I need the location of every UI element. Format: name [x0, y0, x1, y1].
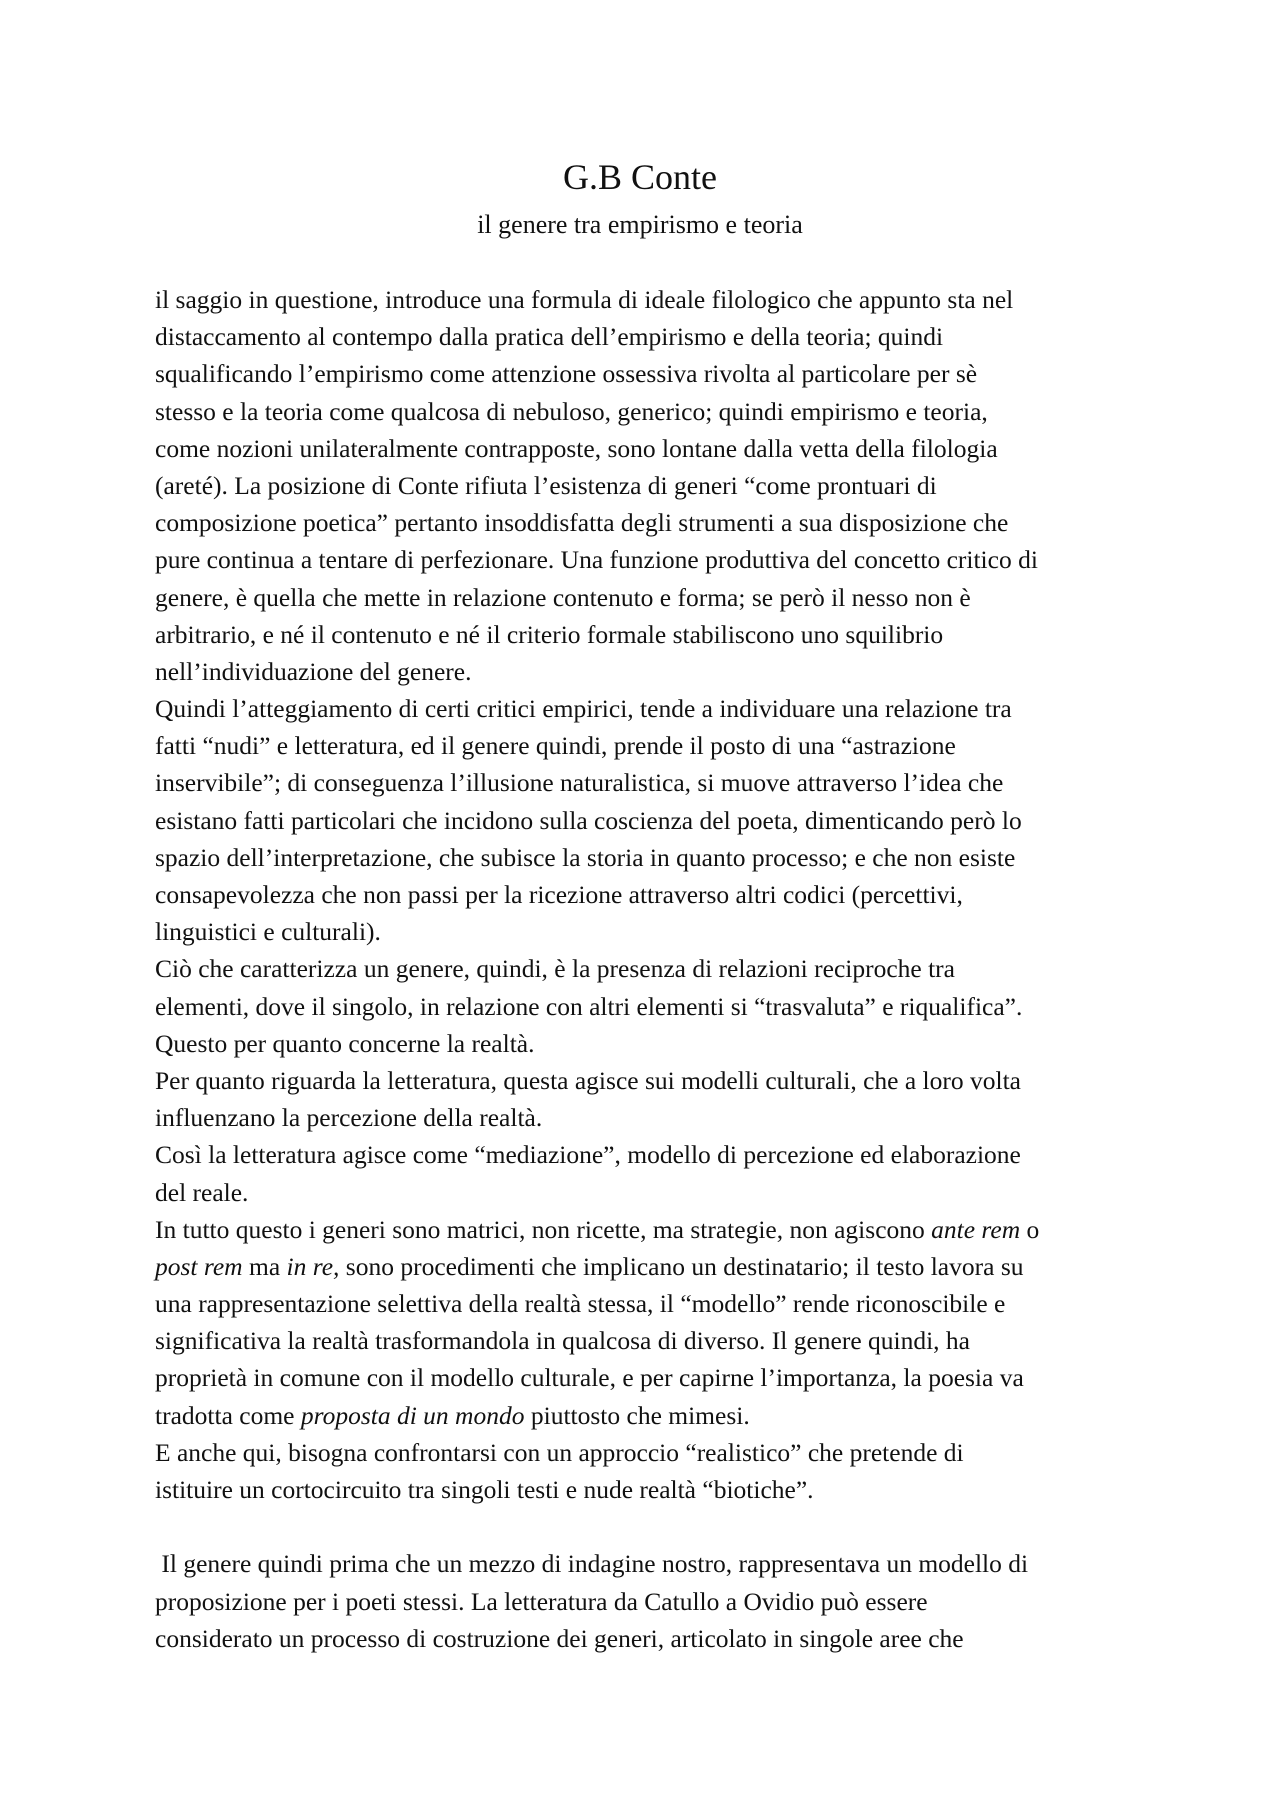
- text-line: elementi, dove il singolo, in relazione con altri elementi si “trasvaluta” e riqualifica”.: [155, 991, 1023, 1021]
- text-line: esistano fatti particolari che incidono sulla coscienza del poeta, dimenticando però lo: [155, 805, 1022, 835]
- text-line: una rappresentazione selettiva della realtà stessa, il “modello” rende riconoscibile e: [155, 1289, 1006, 1319]
- text-line: Per quanto riguarda la letteratura, questa agisce sui modelli culturali, che a loro volta: [155, 1065, 1021, 1095]
- text-segment: ma: [242, 1251, 287, 1281]
- text-line: considerato un processo di costruzione dei generi, articolato in singole aree che: [155, 1623, 964, 1653]
- text-segment: In tutto questo i generi sono matrici, non ricette, ma strategie, non agiscono: [155, 1214, 932, 1244]
- text-line: genere, è quella che mette in relazione contenuto e forma; se però il nesso non è: [155, 582, 971, 612]
- italic-term: ante rem: [931, 1214, 1021, 1244]
- italic-term: proposta di un mondo: [300, 1400, 525, 1430]
- text-line: proprietà in comune con il modello culturale, e per capirne l’importanza, la poesia va: [155, 1363, 1024, 1393]
- text-segment: tradotta come: [155, 1400, 301, 1430]
- text-line: inservibile”; di conseguenza l’illusione naturalistica, si muove attraverso l’idea che: [155, 768, 1004, 798]
- text-line: come nozioni unilateralmente contrapposte, sono lontane dalla vetta della filologia: [155, 433, 998, 463]
- text-line: nell’individuazione del genere.: [155, 656, 472, 686]
- text-line: Questo per quanto concerne la realtà.: [155, 1028, 535, 1058]
- text-line: (areté). La posizione di Conte rifiuta l’esistenza di generi “come prontuari di: [155, 470, 937, 500]
- italic-term: in re,: [286, 1251, 340, 1281]
- text-line: [155, 1397, 1155, 1434]
- text-line: proposizione per i poeti stessi. La letteratura da Catullo a Ovidio può essere: [155, 1586, 928, 1616]
- text-line: influenzano la percezione della realtà.: [155, 1103, 543, 1133]
- document-body: [155, 281, 1155, 1657]
- text-line: distaccamento al contempo dalla pratica dell’empirismo e della teoria; quindi: [155, 322, 944, 352]
- text-line: arbitrario, e né il contenuto e né il criterio formale stabiliscono uno squilibrio: [155, 619, 944, 649]
- text-line: fatti “nudi” e letteratura, ed il genere quindi, prende il posto di una “astrazione: [155, 731, 956, 761]
- text-line: Ciò che caratterizza un genere, quindi, è la presenza di relazioni reciproche tra: [155, 954, 955, 984]
- text-line: composizione poetica” pertanto insoddisfatta degli strumenti a sua disposizione che: [155, 508, 1009, 538]
- text-line: significativa la realtà trasformandola in qualcosa di diverso. Il genere quindi, ha: [155, 1326, 971, 1356]
- text-line: del reale.: [155, 1177, 249, 1207]
- page-subtitle: il genere tra empirismo e teoria: [477, 210, 803, 239]
- text-line: stesso e la teoria come qualcosa di nebuloso, generico; quindi empirismo e teoria,: [155, 396, 988, 426]
- text-line: istituire un cortocircuito tra singoli testi e nude realtà “biotiche”.: [155, 1475, 814, 1504]
- text-line: [155, 1248, 1155, 1285]
- page-title: G.B Conte: [562, 157, 717, 197]
- text-line: consapevolezza che non passi per la ricezione attraverso altri codici (percettivi,: [155, 880, 963, 909]
- text-segment: piuttosto che mimesi.: [524, 1400, 750, 1430]
- text-line: linguistici e culturali).: [155, 917, 381, 947]
- text-segment: o: [1020, 1214, 1040, 1244]
- text-line: spazio dell’interpretazione, che subisce la storia in quanto processo; e che non esiste: [155, 842, 1016, 872]
- text-line: [155, 1211, 1155, 1248]
- text-line: Così la letteratura agisce come “mediazione”, modello di percezione ed elaborazione: [155, 1140, 1021, 1170]
- text-line: pure continua a tentare di perfezionare. Una funzione produttiva del concetto critico di: [155, 545, 1038, 575]
- italic-term: post rem: [155, 1251, 243, 1281]
- text-line: E anche qui, bisogna confrontarsi con un approccio “realistico” che pretende di: [155, 1437, 964, 1467]
- text-line: Quindi l’atteggiamento di certi critici empirici, tende a individuare una relazione tra: [155, 694, 1012, 724]
- text-segment: sono procedimenti che implicano un destinatario; il testo lavora su: [339, 1251, 1024, 1281]
- paragraph-gap: [155, 1508, 1155, 1545]
- text-line: Il genere quindi prima che un mezzo di indagine nostro, rappresentava un modello di: [155, 1549, 1029, 1579]
- text-line: il saggio in questione, introduce una formula di ideale filologico che appunto sta nel: [155, 285, 1014, 314]
- text-line: squalificando l’empirismo come attenzione ossessiva rivolta al particolare per sè: [155, 359, 978, 389]
